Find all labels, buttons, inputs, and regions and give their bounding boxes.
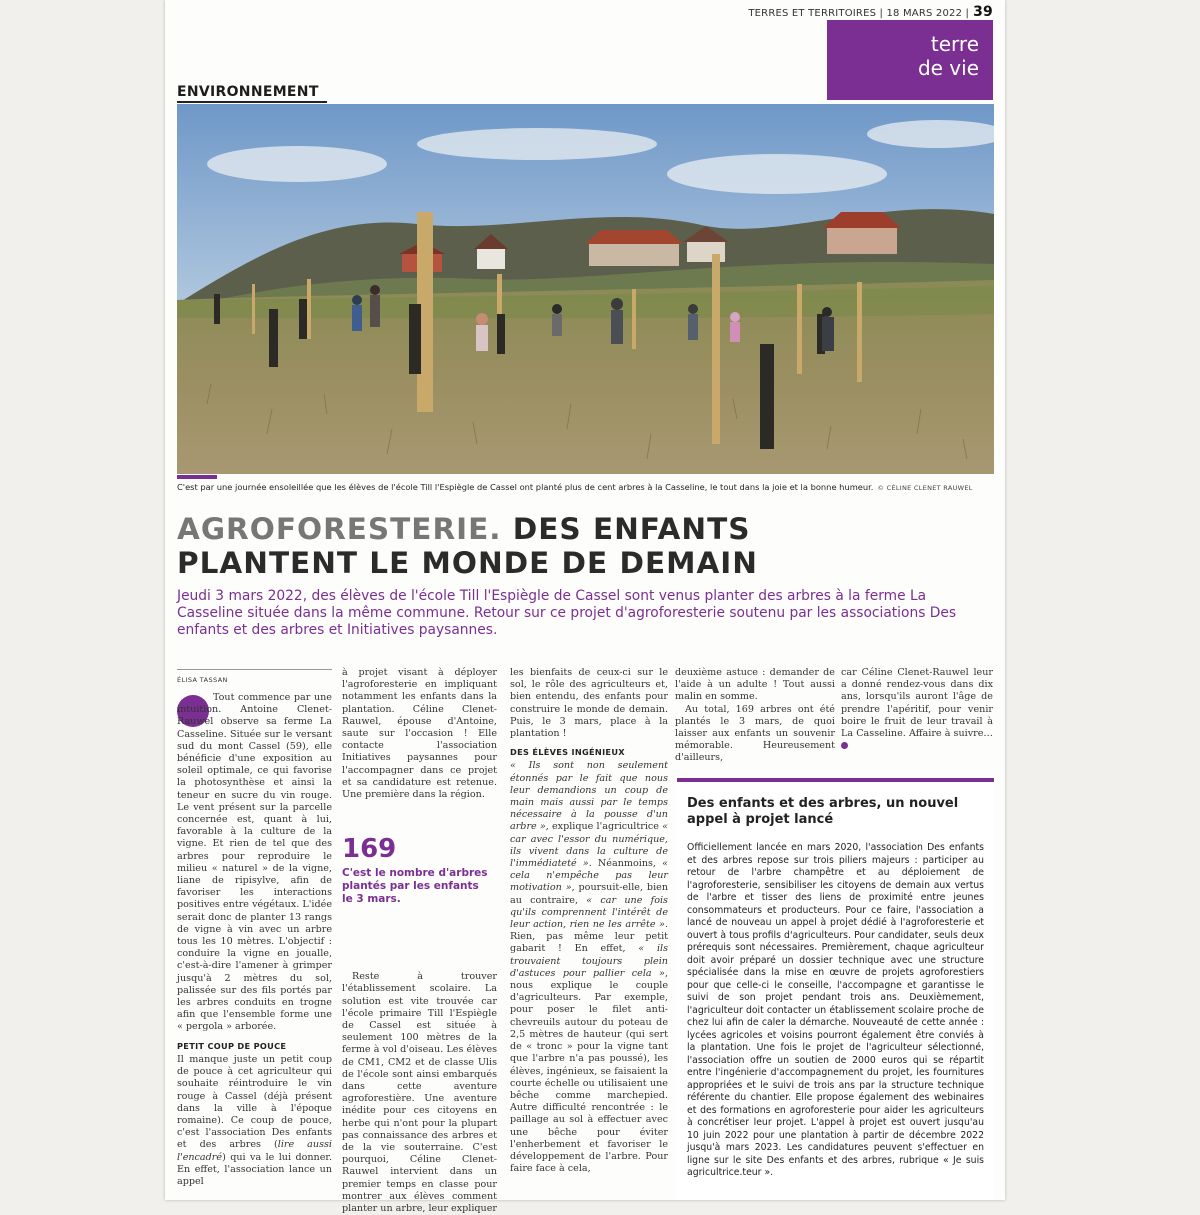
photo-caption-text: C'est par une journée ensoleillée que les élèves de l'école Till l'Espiègle de Cassel ont planté plus de cent arbres à la Casseline, le tout dans la joie et la bonne humeur.: [177, 482, 874, 492]
sidebar-box-text: Officiellement lancée en mars 2020, l'association Des enfants et des arbres repose sur trois piliers majeurs : participer au retour de l'arbre champêtre et au déploiement de l'agroforesterie, sensibiliser les citoyens de demain aux vertus de l'arbre et tisser des liens de proximité entre jeunes consommateurs et producteurs. Pour ce faire, l'association a lancé de nouveau un appel à projet dédié à l'agroforesterie et ouvert à tous profils d'agriculteurs. Pour candidater, seuls deux prérequis sont nécessaires. Premièrement, chaque agriculteur doit avoir préparé un dossier technique avec une structure spécialisée dans la mise en œuvre de projets agroforestiers pour que celle-ci le conseille, l'accompagne et garantisse le suivi de son projet pendant trois ans. Deuxièmement, l'agriculteur doit contacter un établissement scolaire proche de chez lui afin de caler la démarche. Nouveauté de cette année : lycées agricoles et voisins pourront également être conviés à la plantation. Une fois le projet de l'agriculteur sélectionné, l'association offre un soutien de 2000 euros qui se répartit entre l'ingénierie d'accompagnement du projet, les fournitures appropriées et le suivi de trois ans par la structure technique référente du chantier. Elle propose également des webinaires et des formations en agroforesterie pour aider les agriculteurs à concrétiser leur projet. L'appel à projet est ouvert jusqu'au 10 juin 2022 pour une plantation à partir de décembre 2022 jusqu'à mars 2023. Les candidatures peuvent s'effectuer en ligne sur le site Des enfants et des arbres, rubrique « Je suis agricultrice.teur ».: [687, 842, 984, 1178]
headline-line2: PLANTENT LE MONDE DE DEMAIN: [177, 546, 758, 580]
section-band-line2: de vie: [917, 56, 979, 80]
page-header: [748, 4, 993, 20]
quote-3: « cela n'empêche pas leur motivation »: [510, 858, 669, 894]
subhead-petit-coup-de-pouce: PETIT COUP DE POUCE: [177, 1040, 287, 1051]
article-column-3: [510, 667, 668, 1175]
article-photo: [177, 104, 994, 474]
column1-paragraph2-b: ) qui va le lui donner. En effet, l'association lance un appel: [177, 1151, 332, 1187]
article-standfirst: Jeudi 3 mars 2022, des élèves de l'école Till l'Espiègle de Cassel sont venus planter des arbres à la ferme La Casseline située dans la même commune. Retour sur ce projet d'agroforesterie soutenu par les associations Des enfants et des arbres et Initiatives paysannes.: [177, 588, 957, 638]
article-column-4: [675, 667, 835, 765]
column4-paragraph2: Au total, 169 arbres ont été plantés le 3 mars, de quoi laisser aux enfants un souvenir mémorable. Heureusement d'ailleurs,: [675, 703, 835, 764]
caption-accent-bar: [177, 475, 217, 479]
section-band: [827, 20, 993, 100]
column3-paragraph2: [510, 760, 668, 1175]
newspaper-page: [165, 0, 1005, 1215]
text-4: . Rien, pas même leur petit gabarit ! En effet,: [510, 919, 668, 955]
stat-number: 169: [342, 834, 397, 864]
headline-keyword: AGROFORESTERIE.: [177, 512, 502, 546]
sidebar-box: [677, 778, 994, 1200]
column1-paragraph1: Tout commence par une intuition. Antoine Clenet-Rauwel observe sa ferme La Casseline. Située sur le versant sud du mont Cassel (59), elle bénéficie d'une exposition au soleil optimale, ce qui favorise la photosynthèse et ainsi la teneur en sucre du vin rouge. Le vent présent sur la parcelle concernée est, quant à lui, favorable à la culture de la vigne. Et rien de tel que des arbres pour reproduire le milieu « naturel » de la vigne, liane de ripisylve, afin de favoriser les interactions positives entre végétaux. L'idée serait donc de planter 13 rangs de vigne à vin avec un arbre tous les 10 mètres. L'objectif : conduire la vigne en joualle, c'est-à-dire l'amener à grimper jusqu'à 2 mètres du sol, palissée sur des fils portés par les arbres conduits en trogne afin que l'ensemble forme une « pergola » arborée.: [177, 692, 332, 1033]
page-number: 39: [973, 4, 993, 20]
rubric-label: ENVIRONNEMENT: [177, 84, 319, 100]
photo-caption: [177, 482, 994, 492]
stat-callout: [342, 835, 492, 906]
author-byline: ÉLISA TASSAN: [177, 676, 228, 684]
column2-paragraph2: Reste à trouver l'établissement scolaire. La solution est vite trouvée car l'école primaire Till l'Espiègle de Cassel est située à seulement 100 mètres de la ferme à vol d'oiseau. Les élèves de CM1, CM2 et de classe Ulis de l'école sont ainsi embarqués dans cette aventure agroforestière. Une aventure inédite pour ces citoyens en herbe qui n'ont pour la plupart pas connaissance des arbres et de la vie souterraine. C'est pourquoi, Céline Clenet-Rauwel intervient dans un premier temps en classe pour montrer aux élèves comment planter un arbre, leur expliquer: [342, 971, 498, 1215]
article-column-5: [841, 667, 993, 752]
text-1: , explique l'agricultrice: [545, 821, 663, 833]
quote-5: « ils trouvaient toujours plein d'astuces pour pallier cela »: [510, 943, 669, 979]
column1-paragraph2: [177, 1054, 332, 1188]
text-5: , nous explique le couple d'agriculteurs. Par exemple, pour poser le filet anti-chevreuils autour du poteau de 2,5 mètres de hauteur (qui sert de « tronc » pour la vigne tant que l'arbre n'a pas poussé), les élèves, ingénieux, se faisaient la courte échelle ou utilisaient une bêche comme marchepied. Autre difficulté rencontrée : le paillage au sol à effectuer avec une bêche pour éviter l'enherbement et favoriser le développement de l'arbre. Pour faire face à cela,: [510, 967, 668, 1175]
stat-text: C'est le nombre d'arbres plantés par les enfants le 3 mars.: [342, 867, 488, 905]
column5-paragraph1: [841, 667, 993, 752]
author-rule: [177, 669, 332, 670]
subhead-des-eleves-ingenieux: DES ÉLÈVES INGÉNIEUX: [510, 747, 625, 758]
column5-text: car Céline Clenet-Rauwel leur a donné rendez-vous dans dix ans, lorsqu'ils auront l'âge de prendre l'apéritif, pour venir boire le fruit de leur travail à La Casseline. Affaire à suivre…: [841, 667, 993, 740]
photo-credit: © CÉLINE CLENET RAUWEL: [877, 484, 973, 492]
quote-4: « car une fois qu'ils comprennent l'intérêt de leur action, rien ne les arrête »: [510, 894, 668, 931]
column2-paragraph1: à projet visant à déployer l'agroforesterie en impliquant notamment les enfants dans la plantation. Céline Clenet-Rauwel, épouse d'Antoine, saute sur l'occasion ! Elle contacte l'association Initiatives paysannes pour l'accompagner dans ce projet et sa candidature est retenue. Une première dans la région.: [342, 667, 497, 801]
quote-2: « car avec l'essor du numérique, ils vivent dans la culture de l'immédiateté »: [510, 821, 668, 870]
end-of-article-icon: [841, 742, 848, 749]
quote-1: « Ils sont non seulement étonnés par le fait que nous leur demandions un coup de main mais aussi par le temps nécessaire à la pousse d'un arbre »: [510, 760, 668, 833]
section-band-line1: terre: [930, 32, 979, 56]
publication-line: TERRES ET TERRITOIRES | 18 MARS 2022 |: [748, 8, 970, 19]
text-3: , poursuit-elle, bien au contraire,: [510, 882, 668, 906]
article-column-2: [342, 667, 497, 1215]
column3-paragraph1: les bienfaits de ceux-ci sur le sol, le rôle des agriculteurs et, bien entendu, des enfants pour construire le monde de demain. Puis, le 3 mars, place à la plantation !: [510, 667, 668, 740]
headline: [177, 512, 994, 580]
text-2: . Néanmoins,: [588, 858, 663, 870]
column1-paragraph2-a: Il manque juste un petit coup de pouce à cet agriculteur qui souhaite réintroduire le vin rouge à Cassel (déjà présent dans la ville à l'époque romaine). Ce coup de pouce, c'est l'association Des enfants et des arbres (: [177, 1053, 332, 1151]
article-column-1: [177, 692, 332, 1188]
headline-line1: DES ENFANTS: [512, 512, 751, 546]
sidebar-box-title: Des enfants et des arbres, un nouvel appel à projet lancé: [687, 796, 959, 827]
rubric-underline: [177, 101, 327, 103]
photo-field-illustration: [177, 104, 994, 474]
column1-paragraph2-italic: lire aussi l'encadré: [177, 1139, 332, 1163]
column4-paragraph1: deuxième astuce : demander de l'aide à un adulte ! Tout aussi malin en somme.: [675, 667, 835, 703]
